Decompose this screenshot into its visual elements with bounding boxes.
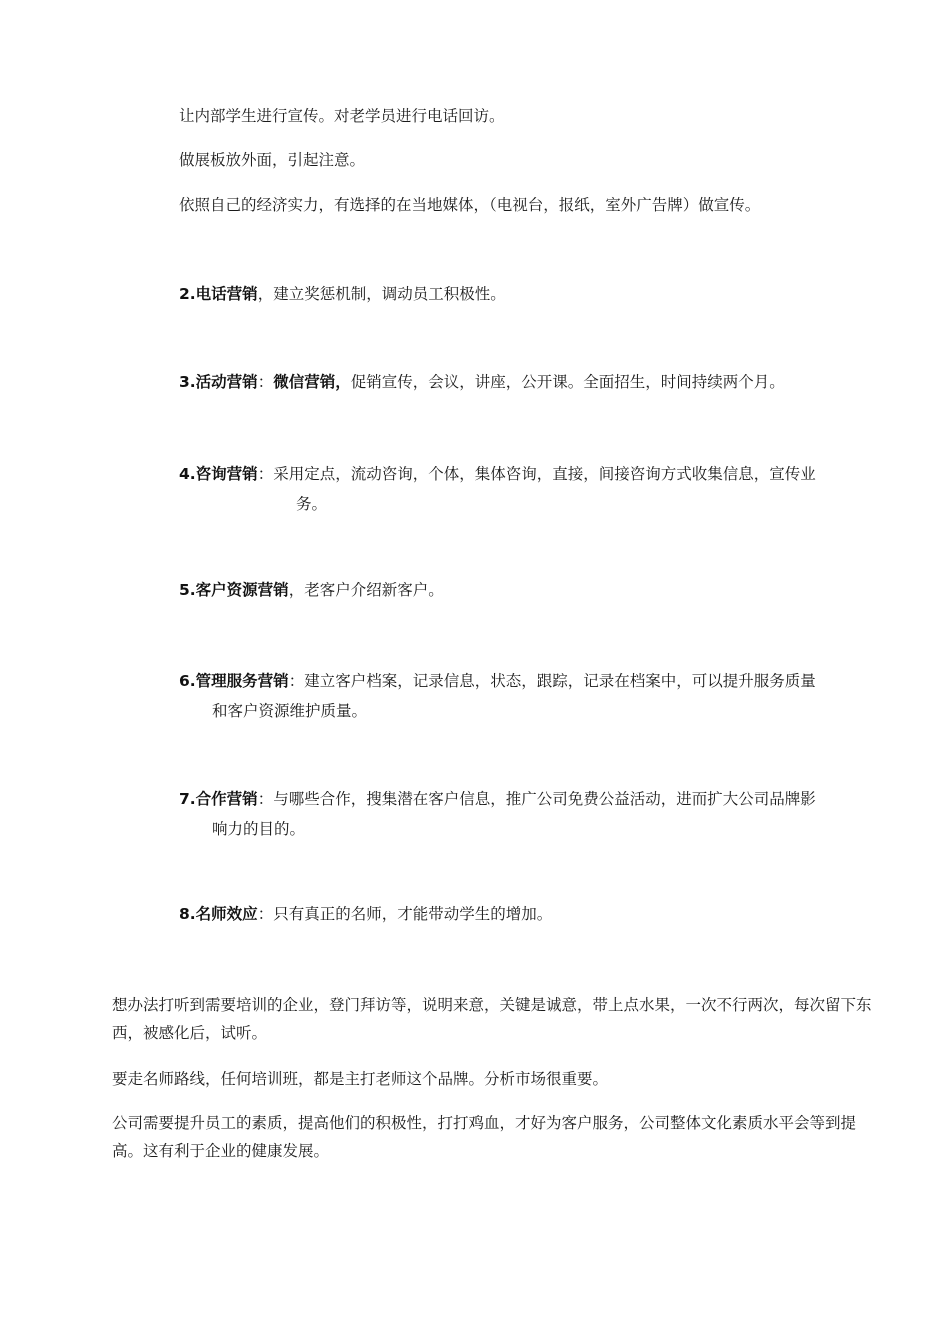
paragraph-staff-quality: 公司需要提升员工的素质，提高他们的积极性，打打鸡血，才好为客户服务，公司整体文化素质水平会等到提高。这有利于企业的健康发展。 — [112, 1114, 857, 1160]
item-title: 4.咨询营销 — [179, 465, 258, 483]
item-cooperation-marketing — [179, 784, 869, 844]
item-title: 8.名师效应 — [179, 905, 258, 923]
item-text: 建立客户档案，记录信息，状态，跟踪，记录在档案中，可以提升服务质量 — [304, 672, 816, 690]
item-separator: ， — [288, 581, 305, 599]
item-continuation: 和客户资源维护质量。 — [212, 702, 368, 720]
intro-line-3: 依照自己的经济实力，有选择的在当地媒体，（电视台，报纸，室外广告牌）做宣传。 — [179, 196, 761, 214]
item-customer-resource-marketing — [179, 578, 869, 603]
item-consulting-marketing — [179, 459, 869, 519]
item-separator: ： — [257, 790, 274, 808]
item-management-service-marketing — [179, 666, 869, 726]
paragraph-famous-teacher-route: 要走名师路线，任何培训班，都是主打老师这个品牌。分析市场很重要。 — [112, 1070, 609, 1088]
item-subtitle: 微信营销， — [273, 373, 351, 391]
item-title: 5.客户资源营销 — [179, 581, 289, 599]
item-text: 老客户介绍新客户。 — [304, 581, 444, 599]
item-title: 7.合作营销 — [179, 790, 258, 808]
item-continuation: 响力的目的。 — [212, 820, 306, 838]
item-separator: ： — [257, 373, 274, 391]
item-title: 3.活动营销 — [179, 373, 258, 391]
item-text: 只有真正的名师，才能带动学生的增加。 — [273, 905, 553, 923]
item-separator: ： — [257, 905, 274, 923]
item-text: 促销宣传，会议，讲座，公开课。全面招生，时间持续两个月。 — [350, 373, 785, 391]
item-event-marketing — [179, 370, 869, 395]
item-text: 建立奖惩机制，调动员工积极性。 — [273, 285, 506, 303]
paragraph-visit-enterprises: 想办法打听到需要培训的企业，登门拜访等，说明来意，关键是诚意，带上点水果，一次不行两次，每次留下东西，被感化后，试听。 — [112, 996, 872, 1042]
item-title: 2.电话营销 — [179, 285, 258, 303]
item-title: 6.管理服务营销 — [179, 672, 289, 690]
intro-line-2: 做展板放外面，引起注意。 — [179, 151, 366, 169]
item-famous-teacher-effect — [179, 902, 869, 927]
item-text: 与哪些合作，搜集潜在客户信息，推广公司免费公益活动，进而扩大公司品牌影 — [273, 790, 816, 808]
item-continuation: 务。 — [296, 495, 328, 513]
item-separator: ： — [257, 465, 274, 483]
item-separator: ： — [288, 672, 305, 690]
item-telephone-marketing — [179, 282, 869, 307]
intro-line-1: 让内部学生进行宣传。对老学员进行电话回访。 — [179, 107, 505, 125]
item-text: 采用定点，流动咨询，个体，集体咨询，直接，间接咨询方式收集信息，宣传业 — [273, 465, 816, 483]
item-separator: ， — [257, 285, 274, 303]
